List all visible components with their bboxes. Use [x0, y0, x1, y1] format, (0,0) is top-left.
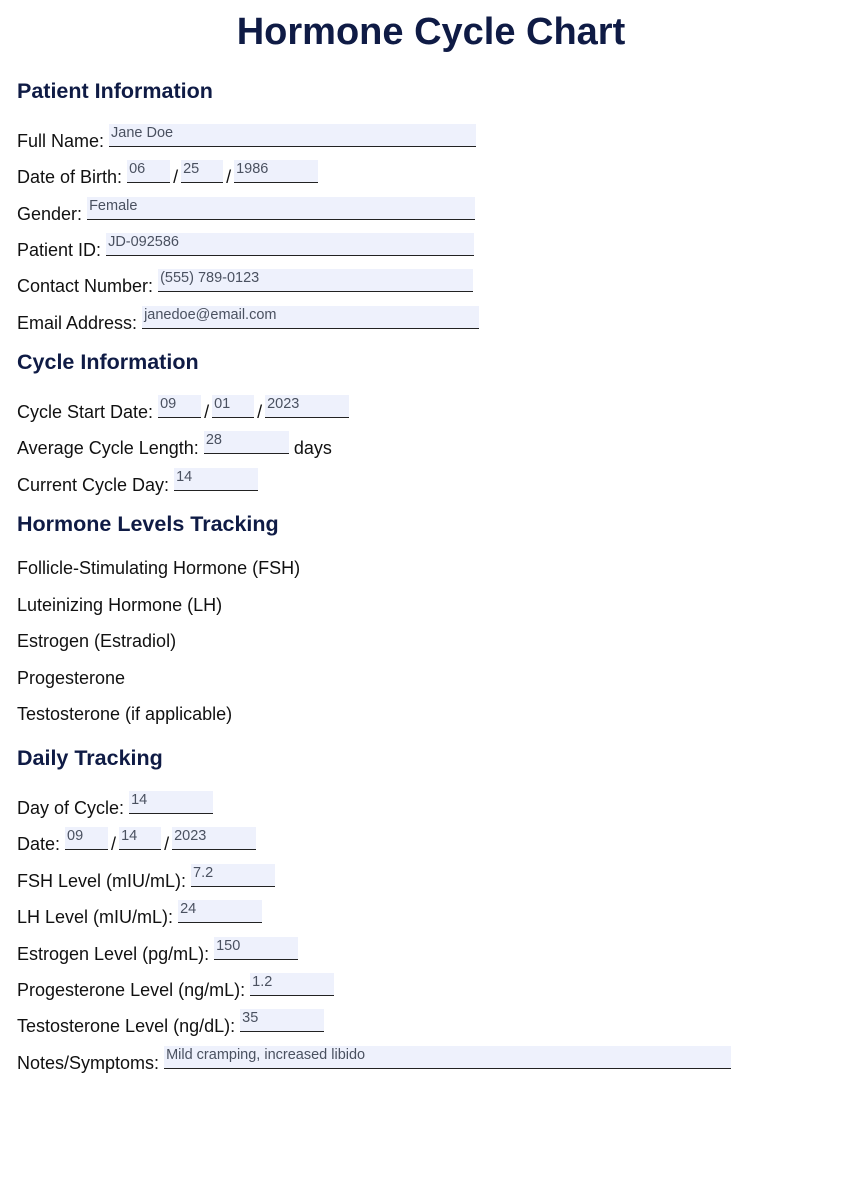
lh-row: [17, 900, 262, 928]
date-label: Date:: [17, 834, 61, 854]
dob-month-field[interactable]: 06: [127, 160, 170, 183]
avg-length-unit: days: [293, 438, 332, 458]
gender-field[interactable]: Female: [87, 197, 475, 220]
cycle-start-row: [17, 395, 349, 423]
avg-length-row: [17, 431, 332, 459]
lh-label: LH Level (mIU/mL):: [17, 907, 174, 927]
contact-row: [17, 269, 473, 297]
day-of-cycle-field[interactable]: 14: [129, 791, 213, 814]
dob-year-field[interactable]: 1986: [234, 160, 318, 183]
day-of-cycle-label: Day of Cycle:: [17, 798, 125, 818]
date-separator: /: [226, 167, 232, 187]
cycle-start-day-field[interactable]: 01: [212, 395, 254, 418]
full-name-label: Full Name:: [17, 131, 105, 151]
cycle-start-label: Cycle Start Date:: [17, 402, 154, 422]
email-label: Email Address:: [17, 313, 138, 333]
lh-field[interactable]: 24: [178, 900, 262, 923]
full-name-field[interactable]: Jane Doe: [109, 124, 476, 147]
day-of-cycle-row: [17, 791, 213, 819]
date-separator: /: [164, 834, 170, 854]
testosterone-label: Testosterone Level (ng/dL):: [17, 1016, 236, 1036]
cycle-start-month-field[interactable]: 09: [158, 395, 201, 418]
date-year-field[interactable]: 2023: [172, 827, 256, 850]
notes-row: [17, 1046, 731, 1074]
date-separator: /: [257, 402, 263, 422]
section-patient-information: Patient Information: [17, 79, 213, 103]
progesterone-row: [17, 973, 334, 1001]
gender-row: [17, 197, 475, 225]
section-hormone-levels: Hormone Levels Tracking: [17, 512, 279, 536]
full-name-row: [17, 124, 476, 152]
date-separator: /: [111, 834, 117, 854]
date-row: [17, 827, 256, 855]
email-field[interactable]: janedoe@email.com: [142, 306, 479, 329]
avg-length-field[interactable]: 28: [204, 431, 289, 454]
progesterone-field[interactable]: 1.2: [250, 973, 334, 996]
patient-id-row: [17, 233, 474, 261]
cycle-start-year-field[interactable]: 2023: [265, 395, 349, 418]
testosterone-field[interactable]: 35: [240, 1009, 324, 1032]
notes-field[interactable]: Mild cramping, increased libido: [164, 1046, 731, 1069]
hormone-item: Estrogen (Estradiol): [17, 631, 177, 651]
testosterone-row: [17, 1009, 324, 1037]
estrogen-label: Estrogen Level (pg/mL):: [17, 944, 210, 964]
fsh-label: FSH Level (mIU/mL):: [17, 871, 187, 891]
notes-label: Notes/Symptoms:: [17, 1053, 160, 1073]
hormone-item: Luteinizing Hormone (LH): [17, 595, 223, 615]
patient-id-field[interactable]: JD-092586: [106, 233, 474, 256]
page-title: Hormone Cycle Chart: [236, 11, 626, 53]
avg-length-label: Average Cycle Length:: [17, 438, 199, 458]
date-separator: /: [173, 167, 179, 187]
current-day-label: Current Cycle Day:: [17, 475, 170, 495]
fsh-field[interactable]: 7.2: [191, 864, 275, 887]
contact-label: Contact Number:: [17, 276, 154, 296]
current-day-row: [17, 468, 258, 496]
contact-field[interactable]: (555) 789-0123: [158, 269, 473, 292]
patient-id-label: Patient ID:: [17, 240, 102, 260]
estrogen-field[interactable]: 150: [214, 937, 298, 960]
current-day-field[interactable]: 14: [174, 468, 258, 491]
dob-row: [17, 160, 318, 188]
date-separator: /: [204, 402, 210, 422]
date-month-field[interactable]: 09: [65, 827, 108, 850]
hormone-item: Follicle-Stimulating Hormone (FSH): [17, 558, 301, 578]
email-row: [17, 306, 479, 334]
dob-day-field[interactable]: 25: [181, 160, 223, 183]
hormone-item: Testosterone (if applicable): [17, 704, 233, 724]
hormone-item: Progesterone: [17, 668, 126, 688]
dob-label: Date of Birth:: [17, 167, 123, 187]
estrogen-row: [17, 937, 298, 965]
section-cycle-information: Cycle Information: [17, 350, 199, 374]
section-daily-tracking: Daily Tracking: [17, 746, 163, 770]
date-day-field[interactable]: 14: [119, 827, 161, 850]
progesterone-label: Progesterone Level (ng/mL):: [17, 980, 246, 1000]
fsh-row: [17, 864, 275, 892]
gender-label: Gender:: [17, 204, 83, 224]
